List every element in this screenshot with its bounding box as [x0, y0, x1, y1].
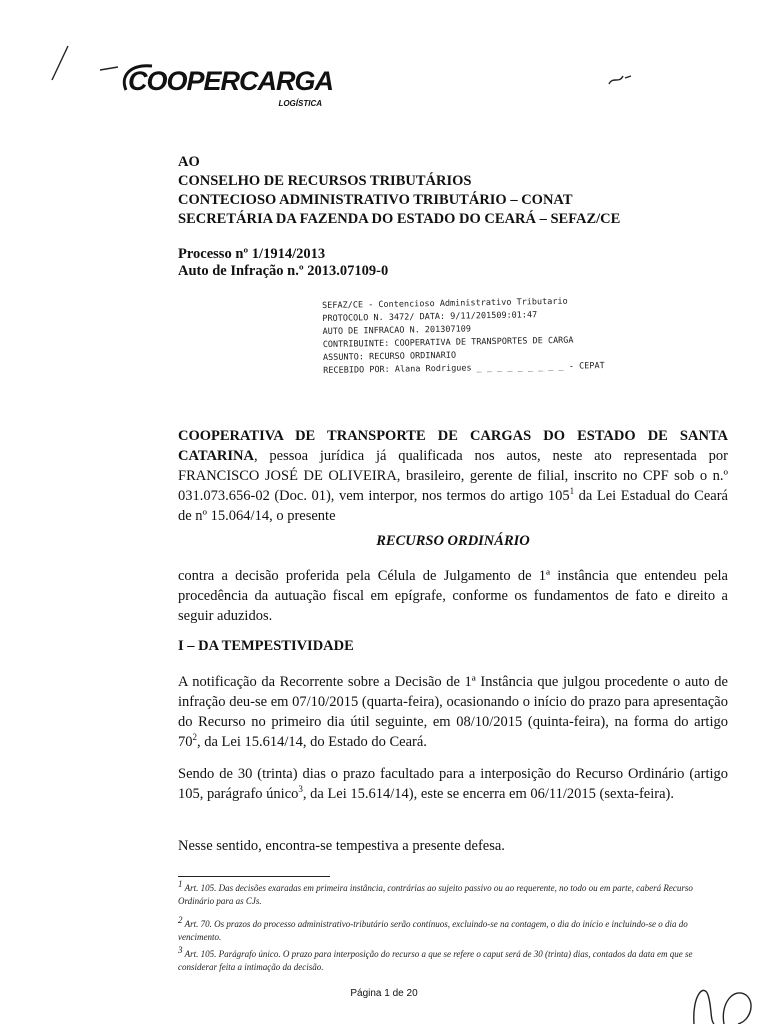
stamp-line: SEFAZ/CE - Contencioso Administrativo Tributario — [322, 296, 568, 311]
document-title: RECURSO ORDINÁRIO — [376, 533, 530, 549]
addressee-line: CONSELHO DE RECURSOS TRIBUTÁRIOS — [178, 173, 472, 189]
body-paragraph: A notificação da Recorrente sobre a Decisão de 1ª Instância que julgou procedente o auto de infração deu-se em 07/10/2015 (quarta-feira), ocasionando o início do prazo para apresentação do Recurso no primeiro dia útil seguinte, em 08/10/2015 (quinta-feira), na forma do artigo $70^2$, da Lei 15.614/14, do Estado do Ceará. — [178, 674, 728, 750]
protocol-stamp — [322, 295, 605, 378]
intro-paragraph: COOPERATIVA DE TRANSPORTE DE CARGAS DO ESTADO DE SANTA CATARINA, pessoa jurídica já qualificada nos autos, neste ato representada por FRANCISCO JOSÉ DE OLIVEIRA, brasileiro, gerente de filial, inscrito no CPF sob o n.º 031.073.656-02 (Doc. 01), vem interpor, nos termos do artigo $105^1$ da Lei Estadual do Ceará de nº 15.064/14, o presente — [178, 428, 728, 524]
footnote-ref: 3 — [298, 784, 303, 795]
stamp-line: ASSUNTO: RECURSO ORDINARIO — [322, 350, 457, 363]
section-heading: I – DA TEMPESTIVIDADE — [178, 638, 354, 654]
stamp-line: PROTOCOLO N. 3472/ DATA: 9/11/201509:01:47 — [322, 310, 538, 324]
footnote: $^3$ Art. 105. Parágrafo único. O prazo para interposição do recurso a que se refere o caput será de 30 (trinta) dias, contados da data em que se considerar feita a intimação da decisão. — [178, 945, 693, 972]
handwritten-signature — [690, 975, 768, 1024]
addressee-line: SECRETÁRIA DA FAZENDA DO ESTADO DO CEARÁ – SEFAZ/CE — [178, 211, 621, 227]
footnote: $^1$ Art. 105. Das decisões exaradas em primeira instância, contrárias ao sujeito passivo ou ao requerente, no todo ou em parte, caberá Recurso Ordinário para as CJs. — [178, 879, 693, 906]
company-logo — [128, 66, 334, 114]
stamp-line: CONTRIBUINTE: COOPERATIVA DE TRANSPORTES DE CARGA — [322, 335, 574, 350]
page-number: Página 1 de 20 — [350, 988, 418, 999]
logo-subtitle: LOGÍSTICA — [278, 99, 322, 108]
footnote-ref: 2 — [192, 732, 197, 743]
handwritten-slash-mark — [40, 40, 120, 90]
contra-paragraph: contra a decisão proferida pela Célula de Julgamento de 1ª instância que entendeu pela procedência da autuação fiscal em epígrafe, conforme os fundamentos de fato e direito a seguir aduzidos. — [178, 568, 728, 624]
footnote-divider — [178, 876, 330, 877]
logo-wordmark: COOPERCARGA — [128, 66, 334, 96]
body-paragraph: Nesse sentido, encontra-se tempestiva a presente defesa. — [178, 838, 505, 854]
addressee-line: CONTECIOSO ADMINISTRATIVO TRIBUTÁRIO – CONAT — [178, 192, 573, 208]
footnote: $^2$ Art. 70. Os prazos do processo administrativo-tributário serão contínuos, excluindo-se na contagem, o dia do início e incluindo-se o dia do vencimento. — [178, 915, 688, 942]
stamp-line: AUTO DE INFRACAO N. 201307109 — [322, 324, 472, 337]
process-reference — [178, 246, 388, 280]
addressee-line: AO — [178, 154, 200, 170]
handwritten-initial-mark — [605, 70, 635, 90]
process-number: Processo nº 1/1914/2013 — [178, 246, 326, 262]
footnote-ref: 1 — [569, 486, 575, 497]
stamp-line: RECEBIDO POR: Alana Rodrigues _ _ _ _ _ _ _ _ _ - CEPAT — [323, 361, 605, 376]
infraction-number: Auto de Infração n.º 2013.07109-0 — [178, 263, 389, 279]
company-name: COOPERATIVA DE TRANSPORTE DE CARGAS DO ESTADO DE SANTA CATARINA — [178, 428, 728, 464]
addressee-block — [178, 153, 620, 229]
body-paragraph: Sendo de 30 (trinta) dias o prazo facultado para a interposição do Recurso Ordinário (artigo 105, parágrafo único$^3$, da Lei 15.614/14), este se encerra em 06/11/2015 (sexta-feira). — [178, 766, 728, 802]
